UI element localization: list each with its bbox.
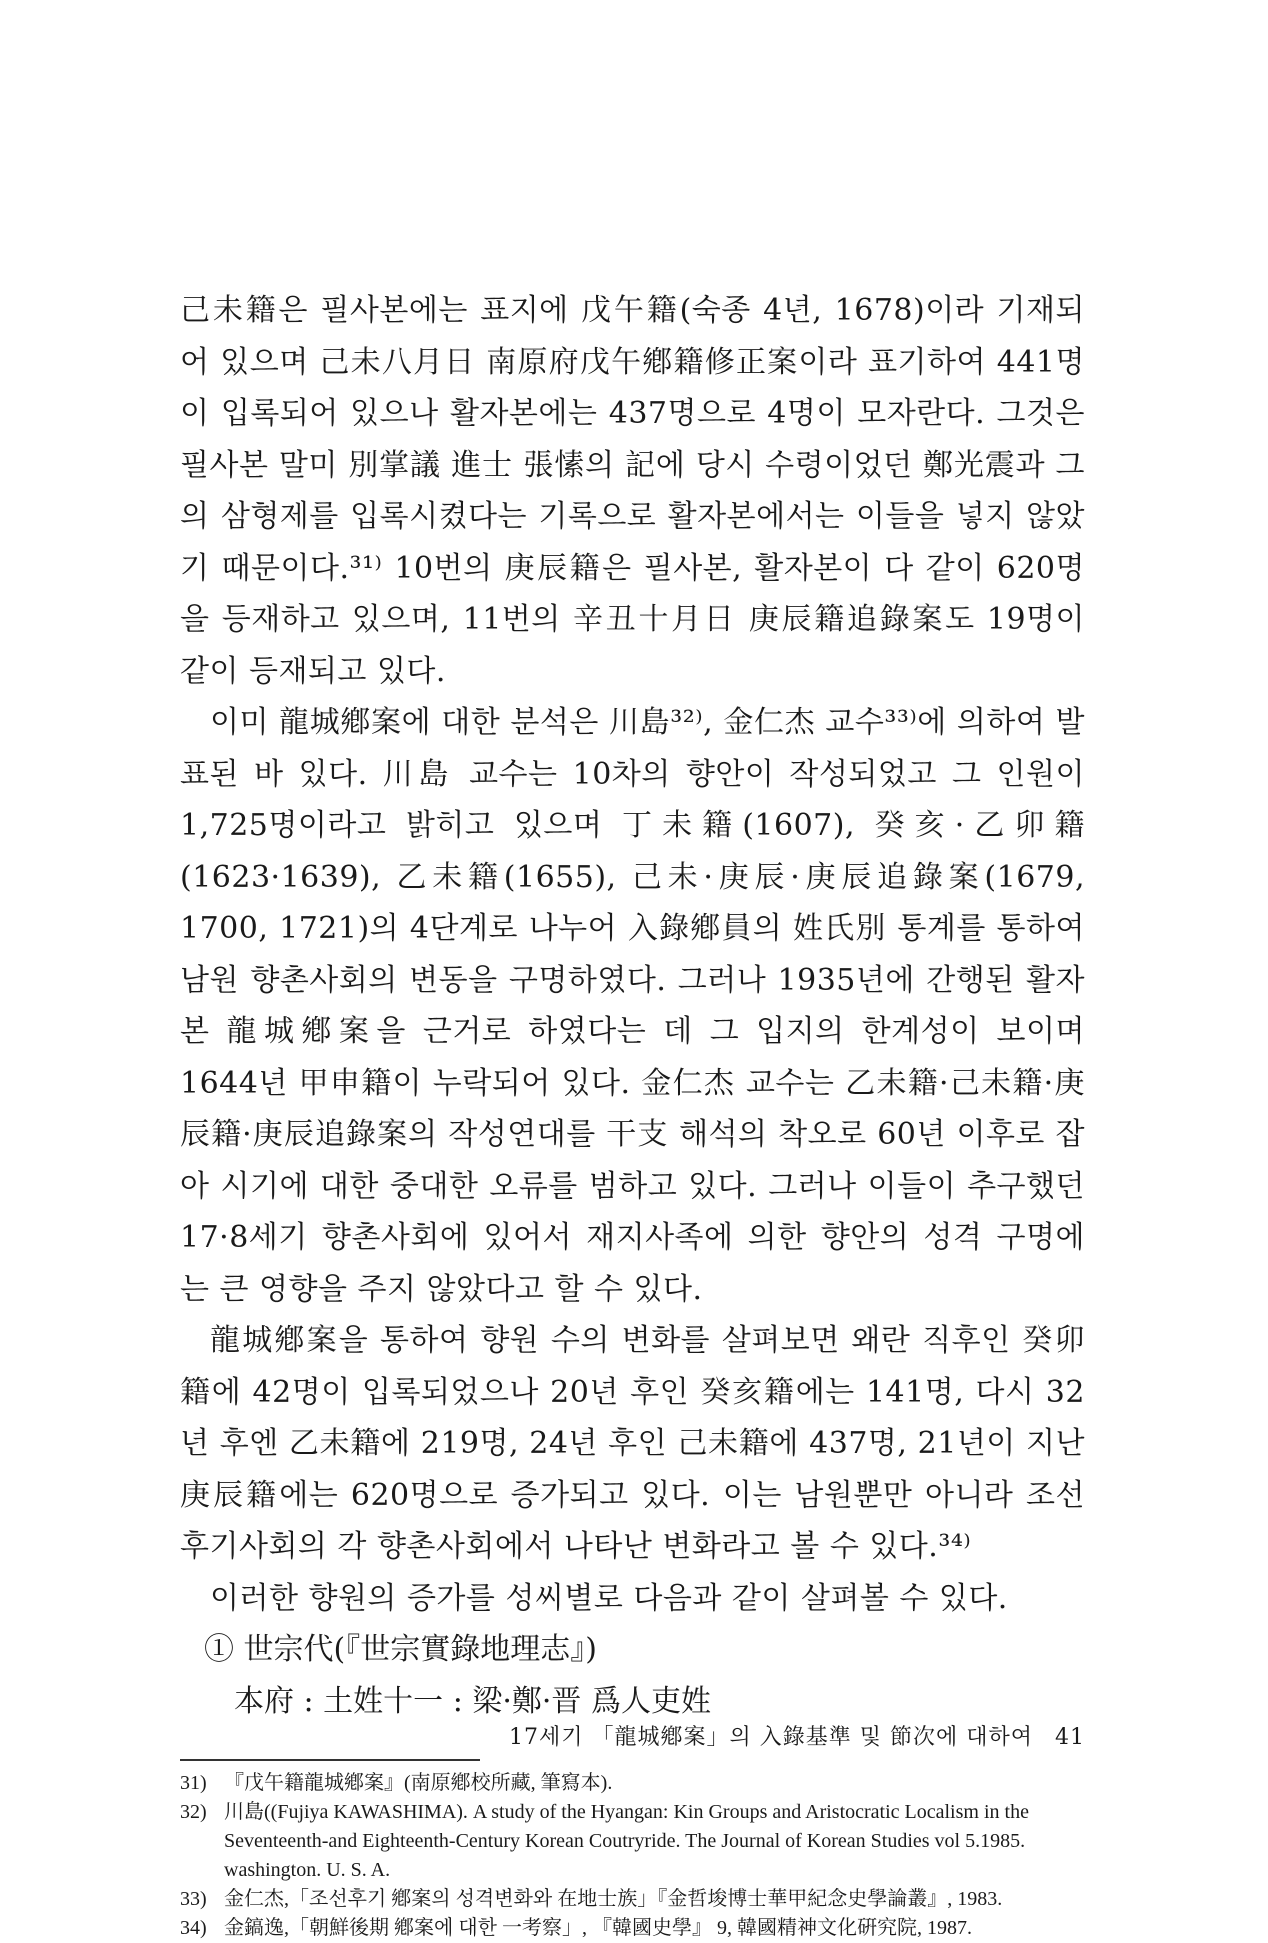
footnote-34 <box>180 1914 1085 1943</box>
paragraph-4: 이러한 향원의 증가를 성씨별로 다음과 같이 살펴볼 수 있다. <box>210 1580 1008 1616</box>
footnote-divider <box>180 1759 480 1761</box>
running-footer <box>180 1720 1085 1751</box>
footnote-text: 金鎬逸,「朝鮮後期 鄕案에 대한 一考察」, 『韓國史學』 9, 韓國精神文化硏究院, 1987. <box>224 1917 972 1939</box>
footnote-text: 金仁杰,「조선후기 鄕案의 성격변화와 在地士族」『金哲埈博士華甲紀念史學論叢』, 1983. <box>224 1888 1003 1910</box>
footnote-number: 34) <box>180 1917 207 1939</box>
footnote-text: 川島((Fujiya KAWASHIMA). A study of the Hyangan: Kin Groups and Aristocratic Localism in the Seventeenth-and Eighteenth-Century Korean Coutryride. The Journal of Korean Studies vol 5.1985. washington. U. S. A. <box>224 1801 1029 1881</box>
footnote-number: 32) <box>180 1801 207 1823</box>
paragraph-2: 이미 龍城鄕案에 대한 분석은 川島³²⁾, 金仁杰 교수³³⁾에 의하여 발표된 바 있다. 川島 교수는 10차의 향안이 작성되었고 그 인원이 1,725명이라고 밝히고 있으며 丁未籍(1607), 癸亥·乙卯籍(1623·1639), 乙未籍(1655), 己未·庚辰·庚辰追錄案(1679, 1700, 1721)의 4단계로 나누어 入錄鄕員의 姓氏別 통계를 통하여 남원 향촌사회의 변동을 구명하였다. 그러나 1935년에 간행된 활자본 龍城鄕案을 근거로 하였다는 데 그 입지의 한계성이 보이며 1644년 甲申籍이 누락되어 있다. 金仁杰 교수는 乙未籍·己未籍·庚辰籍·庚辰追錄案의 작성연대를 干支 해석의 착오로 60년 이후로 잡아 시기에 대한 중대한 오류를 범하고 있다. 그러나 이들이 추구했던 17·8세기 향촌사회에 있어서 재지사족에 의한 향안의 성격 구명에는 큰 영향을 주지 않았다고 할 수 있다. <box>180 705 1085 1307</box>
footnote-number: 31) <box>180 1772 207 1794</box>
list-item-bonbu: 本府 : 土姓十一 : 梁·鄭·晋 爲人吏姓 <box>234 1683 711 1719</box>
footnote-32 <box>180 1798 1085 1885</box>
paragraph-1: 己未籍은 필사본에는 표지에 戊午籍(숙종 4년, 1678)이라 기재되어 있으며 己未八月日 南原府戊午鄕籍修正案이라 표기하여 441명이 입록되어 있으나 활자본에는 437명으로 4명이 모자란다. 그것은 필사본 말미 別掌議 進士 張愫의 記에 당시 수령이었던 鄭光震과 그의 삼형제를 입록시켰다는 기록으로 활자본에서는 이들을 넣지 않았기 때문이다.³¹⁾ 10번의 庚辰籍은 필사본, 활자본이 다 같이 620명을 등재하고 있으며, 11번의 辛丑十月日 庚辰籍追錄案도 19명이 같이 등재되고 있다. <box>180 293 1085 689</box>
footnote-31 <box>180 1769 1085 1798</box>
footnote-33 <box>180 1885 1085 1914</box>
footnote-number: 33) <box>180 1888 207 1910</box>
page-number: 41 <box>1055 1725 1085 1750</box>
main-text <box>180 285 1085 1943</box>
footnotes <box>180 1769 1085 1943</box>
list-item-sejong: ① 世宗代(『世宗實錄地理志』) <box>204 1632 597 1667</box>
paragraph-3: 龍城鄕案을 통하여 향원 수의 변화를 살펴보면 왜란 직후인 癸卯籍에 42명이 입록되었으나 20년 후인 癸亥籍에는 141명, 다시 32년 후엔 乙未籍에 219명, 24년 후인 己未籍에 437명, 21년이 지난 庚辰籍에는 620명으로 증가되고 있다. 이는 남원뿐만 아니라 조선 후기사회의 각 향촌사회에서 나타난 변화라고 볼 수 있다.³⁴⁾ <box>180 1323 1085 1564</box>
footnote-text: 『戊午籍龍城鄕案』(南原鄕校所藏, 筆寫本). <box>224 1772 613 1794</box>
running-title: 17세기 「龍城鄕案」의 入錄基準 및 節次에 대하여 <box>509 1725 1033 1750</box>
